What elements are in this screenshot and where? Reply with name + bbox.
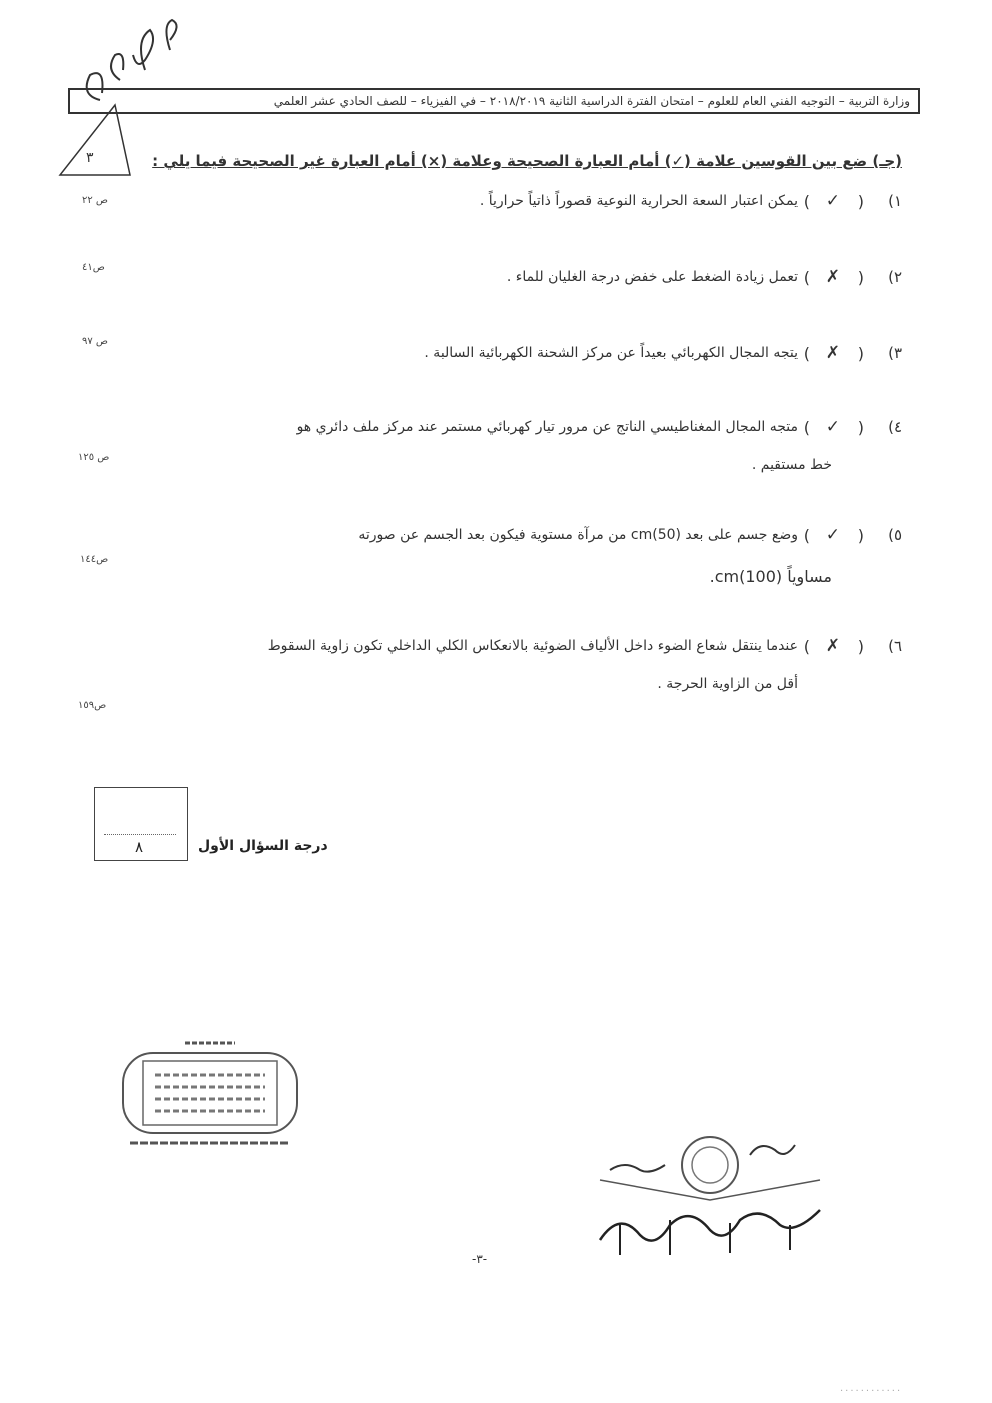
item-number: ٤) [888,418,902,436]
item-number: ٢) [888,268,902,286]
statement-text: وضع جسم على بعد (50)cm من مرآة مستوية فيكون بعد الجسم عن صورته [358,527,798,543]
statement-text: يمكن اعتبار السعة الحرارية النوعية قصوراً ذاتياً حرارياً . [479,193,798,209]
page-reference: ص١٥٩ [78,700,107,711]
page-reference: ص ١٢٥ [78,452,110,463]
check-mark: ✓ [825,525,840,545]
question-item [72,418,902,478]
grade-label: درجة السؤال الأول [198,838,328,854]
section-score: ٣ [86,150,94,166]
page-number: -٣- [472,1252,488,1266]
grade-divider [104,834,176,835]
statement-text-continued: مساوياً (100)cm. [709,567,832,586]
close-paren: ) [803,637,810,656]
open-paren: ( [857,418,864,437]
item-number: ٥) [888,526,902,544]
footer-dots: ............ [840,1383,903,1394]
check-mark: ✓ [825,191,840,211]
close-paren: ) [803,192,810,211]
page-reference: ص٤١ [82,262,105,273]
statement-text-continued: خط مستقيم . [751,457,832,473]
close-paren: ) [803,268,810,287]
item-number: ٣) [888,344,902,362]
question-item [72,637,902,697]
item-number: ١) [888,192,902,210]
question-item [72,526,902,586]
cross-mark: ✗ [825,636,840,656]
open-paren: ( [857,526,864,545]
section-title: (جـ) ضع بين القوسين علامة (✓) أمام العبارة الصحيحة وعلامة (×) أمام العبارة غير الصحيحة فيما يلي : [152,152,902,170]
statement-text: متجه المجال المغناطيسي الناتج عن مرور تيار كهربائي مستمر عند مركز ملف دائري هو [296,419,798,435]
check-mark: ✓ [825,417,840,437]
open-paren: ( [857,192,864,211]
statement-text: يتجه المجال الكهربائي بعيداً عن مركز الشحنة الكهربائية السالبة . [424,345,798,361]
question-item [72,344,902,384]
close-paren: ) [803,418,810,437]
open-paren: ( [857,344,864,363]
page-reference: ص١٤٤ [80,554,109,565]
ministry-stamp-left [115,1035,305,1150]
ministry-stamp-right [580,1125,840,1275]
close-paren: ) [803,526,810,545]
close-paren: ) [803,344,810,363]
exam-header: وزارة التربية – التوجيه الفني العام للعلوم – امتحان الفترة الدراسية الثانية ٢٠١٨/٢٠١٩ – في الفيزياء – للصف الحادي عشر العلمي [68,88,920,114]
statement-text: عندما ينتقل شعاع الضوء داخل الألياف الضوئية بالانعكاس الكلي الداخلي تكون زاوية السقوط [267,638,798,654]
page-reference: ص ٢٢ [82,195,109,206]
cross-mark: ✗ [825,343,840,363]
page-reference: ص ٩٧ [82,336,109,347]
question-item [72,192,902,232]
open-paren: ( [857,268,864,287]
grade-value: ٨ [135,838,144,856]
item-number: ٦) [888,637,902,655]
statement-text-continued: أقل من الزاوية الحرجة . [657,676,798,692]
open-paren: ( [857,637,864,656]
question-item [72,268,902,308]
statement-text: تعمل زيادة الضغط على خفض درجة الغليان للماء . [506,269,798,285]
cross-mark: ✗ [825,267,840,287]
